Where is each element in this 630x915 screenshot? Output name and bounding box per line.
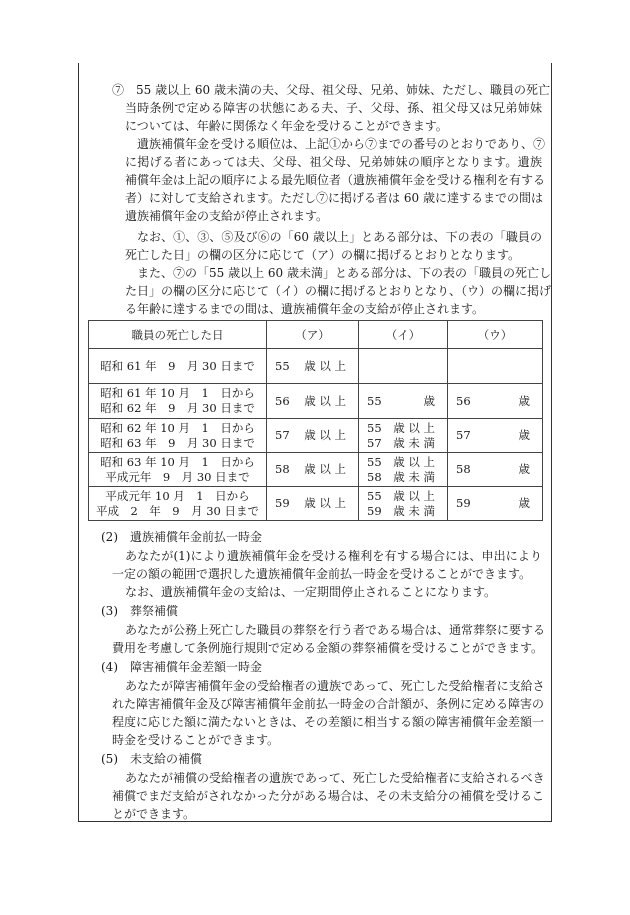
cell-date: 昭和 61 年 10 月 1 日から 昭和 62 年 9 月 30 日まで	[89, 384, 267, 419]
text-line: については、年齢に関係なく年金を受けることができます。	[125, 119, 448, 133]
header-u: （ウ）	[448, 321, 543, 349]
text-line: 当時条例で定める障害の状態にある夫、子、父母、孫、祖父母又は兄弟姉妹	[125, 101, 542, 115]
text-line: また、⑦の「55 歳以上 60 歳未満」とある部分は、下の表の「職員の死亡し	[137, 266, 551, 280]
text-line: 遺族補償年金の支給が停止されます。	[125, 209, 329, 223]
text-line: 時金を受けることができます。	[112, 733, 280, 747]
text-line: 死亡した日」の欄の区分に応じて（ア）の欄に掲げるとおりとなります。	[125, 248, 521, 262]
text-line: に掲げる者にあっては夫、父母、祖父母、兄弟姉妹の順序となります。遺族	[125, 155, 542, 169]
text-line: あなたが公務上死亡した職員の葬祭を行う者である場合は、通常葬祭に要する	[125, 623, 546, 637]
cell-u: 57 歳	[448, 419, 543, 453]
table-row	[89, 487, 543, 521]
cell-i: 55 歳 以 上 59 歳 未 満	[359, 487, 448, 521]
cell-date: 昭和 62 年 10 月 1 日から 昭和 63 年 9 月 30 日まで	[89, 419, 267, 453]
section-heading: (3) 葬祭補償	[101, 604, 178, 618]
cell-i: 55 歳	[359, 384, 448, 419]
header-i: （イ）	[359, 321, 448, 349]
cell-u: 59 歳	[448, 487, 543, 521]
cell-date: 昭和 63 年 10 月 1 日から 平成元年 9 月 30 日まで	[89, 453, 267, 487]
cell-a: 56 歳 以 上	[267, 384, 359, 419]
table-row	[89, 349, 543, 384]
cell-a: 58 歳 以 上	[267, 453, 359, 487]
text-line: 一定の額の範囲で選択した遺族補償年金前払一時金を受けることができます。	[112, 567, 532, 581]
text-line: 遺族補償年金を受ける順位は、上記①から⑦までの番号のとおりであり、⑦	[137, 137, 546, 151]
text-line: あなたが障害補償年金の受給権者の遺族であって、死亡した受給権者に支給さ	[125, 679, 545, 693]
text-line: 補償でまだ支給がされなかった分がある場合は、その未支給分の補償を受けるこ	[112, 789, 545, 803]
cell-a: 59 歳 以 上	[267, 487, 359, 521]
cell-a: 57 歳 以 上	[267, 419, 359, 453]
cell-i: 55 歳 以 上 58 歳 未 満	[359, 453, 448, 487]
text-line: とができます。	[112, 807, 196, 821]
text-line: なお、①、③、⑤及び⑥の「60 歳以上」とある部分は、下の表の「職員の	[137, 230, 542, 244]
section-heading: (2) 遺族補償年金前払一時金	[101, 530, 262, 544]
text-line: あなたが補償の受給権者の遺族であって、死亡した受給権者に支給されるべき	[125, 771, 545, 785]
text-line: る年齢に達するまでの間は、遺族補償年金の支給が停止されます。	[125, 302, 485, 316]
cell-i	[359, 349, 448, 384]
cell-a: 55 歳 以 上	[267, 349, 359, 384]
text-line: あなたが(1)により遺族補償年金を受ける権利を有する場合には、申出により	[125, 549, 542, 563]
table-row	[89, 419, 543, 453]
cell-u: 56 歳	[448, 384, 543, 419]
text-line: れた障害補償年金及び障害補償年金前払一時金の合計額が、条例に定める障害の	[112, 697, 545, 711]
header-death-date: 職員の死亡した日	[89, 321, 267, 349]
text-line: 程度に応じた額に満たないときは、その差額に相当する額の障害補償年金差額一	[112, 715, 545, 729]
cell-u	[448, 349, 543, 384]
cell-u: 58 歳	[448, 453, 543, 487]
table-row	[89, 453, 543, 487]
table-row	[89, 384, 543, 419]
text-line: ⑦ 55 歳以上 60 歳未満の夫、父母、祖父母、兄弟、姉妹、ただし、職員の死亡	[112, 83, 550, 97]
cell-i: 55 歳 以 上 57 歳 未 満	[359, 419, 448, 453]
text-line: 費用を考慮して条例施行規則で定める金額の葬祭補償を受けることができます。	[112, 641, 544, 655]
text-line: なお、遺族補償年金の支給は、一定期間停止されることになります。	[125, 585, 497, 599]
cell-date: 平成元年 10 月 1 日から 平成 2 年 9 月 30 日まで	[89, 487, 267, 521]
cell-date: 昭和 61 年 9 月 30 日まで	[89, 349, 267, 384]
age-table	[88, 320, 543, 521]
section-heading: (5) 未支給の補償	[101, 752, 202, 766]
text-line: 者）に対して支給されます。ただし⑦に掲げる者は 60 歳に達するまでの間は	[125, 191, 543, 205]
section-heading: (4) 障害補償年金差額一時金	[101, 660, 262, 674]
header-a: （ア）	[267, 321, 359, 349]
text-line: た日」の欄の区分に応じて（イ）の欄に掲げるとおりとなり、（ウ）の欄に掲げ	[125, 284, 552, 298]
text-line: 補償年金は上記の順序による最先順位者（遺族補償年金を受ける権利を有する	[125, 173, 546, 187]
